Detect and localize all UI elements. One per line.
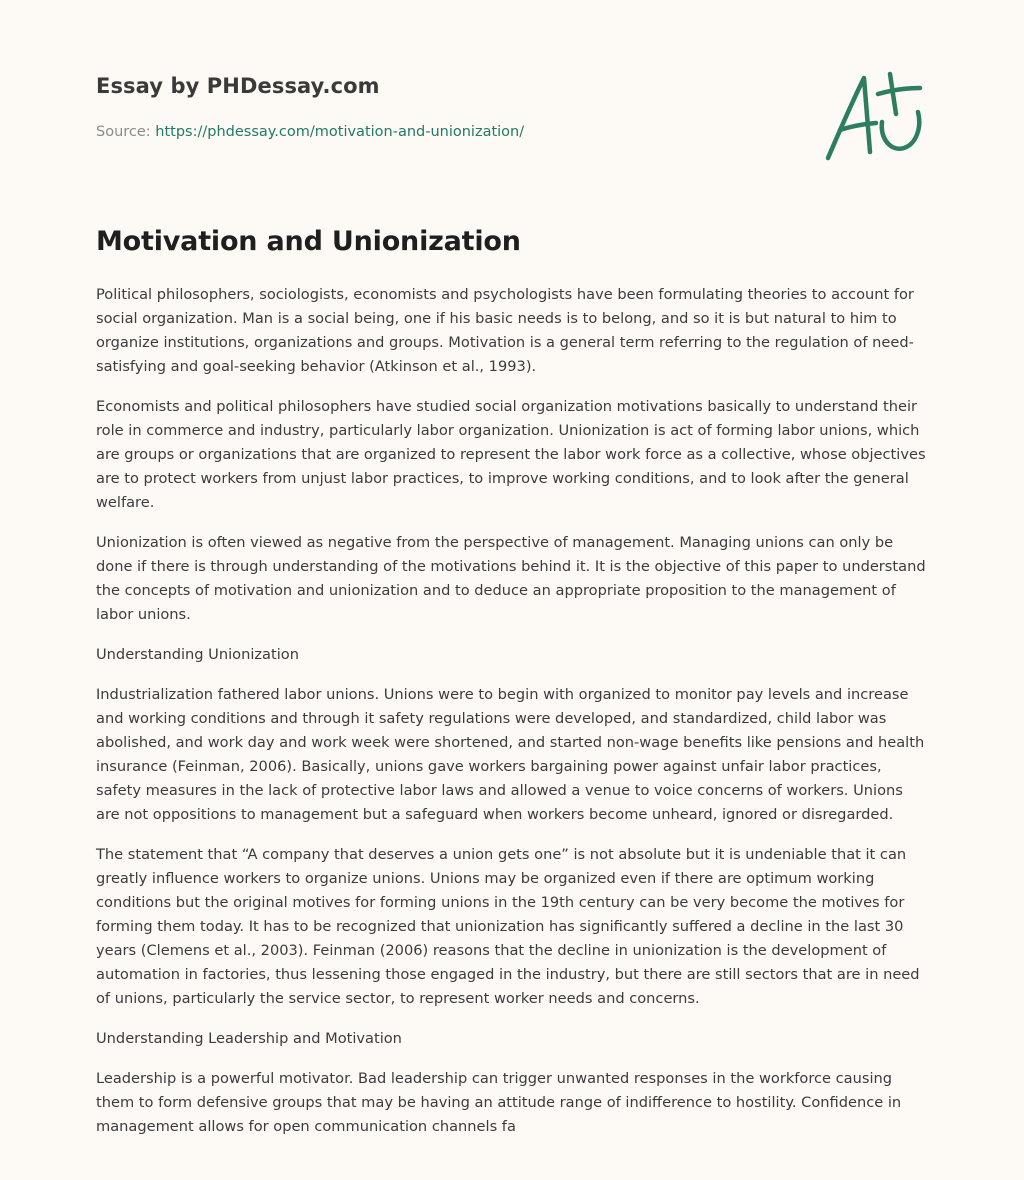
paragraph: Industrialization fathered labor unions. Unions were to begin with organized to monitor pay levels and increase and working conditions and through it safety regulations were developed, and standardized, child labor was abolished, and work day and work week were shortened, and started non-wage benefits like pensions and health insurance (Feinman, 2006). Basically, unions gave workers bargaining power against unfair labor practices, safety measures in the lack of protective labor laws and allowed a venue to voice concerns of workers. Unions are not oppositions to management but a safeguard when workers become unheard, ignored or disregarded. (96, 686, 925, 823)
essay-title: Motivation and Unionization (96, 226, 521, 257)
source-link[interactable]: https://phdessay.com/motivation-and-unionization/ (155, 124, 525, 140)
source-line (96, 124, 796, 140)
paragraph-truncated: Leadership is a powerful motivator. Bad leadership can trigger unwanted responses in the workforce causing them to form defensive groups that may be having an attitude range of indifference to hostility. Confidence in management allows for open communication channels fa (96, 1070, 902, 1135)
paragraph-intro: Political philosophers, sociologists, economists and psychologists have been formulating theories to account for social organization. Man is a social being, one if his basic needs is to belong, and so it is but natural to him to organize institutions, organizations and groups. Motivation is a general term referring to the regulation of need-satisfying and goal-seeking behavior (Atkinson et al., 1993). (96, 286, 914, 375)
a-plus-logo-icon (820, 68, 930, 164)
brand-title: Essay by PHDessay.com (96, 74, 380, 98)
essay-body (96, 226, 931, 1155)
section-heading: Understanding Unionization (96, 646, 299, 663)
source-label: Source: (96, 124, 151, 140)
paragraph: Unionization is often viewed as negative from the perspective of management. Managing unions can only be done if there is through understanding of the motivations behind it. It is the objective of this paper to understand the concepts of motivation and unionization and to deduce an appropriate proposition to the management of labor unions. (96, 534, 926, 623)
essay-header (96, 74, 796, 140)
paragraph: Economists and political philosophers have studied social organization motivations basically to understand their role in commerce and industry, particularly labor organization. Unionization is act of forming labor unions, which are groups or organizations that are organized to represent the labor work force as a collective, whose objectives are to protect workers from unjust labor practices, to improve working conditions, and to look after the general welfare. (96, 398, 926, 511)
section-heading: Understanding Leadership and Motivation (96, 1030, 402, 1047)
paragraph: The statement that “A company that deserves a union gets one” is not absolute but it is undeniable that it can greatly influence workers to organize unions. Unions may be organized even if there are optimum working conditions but the original motives for forming unions in the 19th century can be very become the motives for forming them today. It has to be recognized that unionization has significantly suffered a decline in the last 30 years (Clemens et al., 2003). Feinman (2006) reasons that the decline in unionization is the development of automation in factories, thus lessening those engaged in the industry, but there are still sectors that are in need of unions, particularly the service sector, to represent worker needs and concerns. (96, 846, 920, 1007)
